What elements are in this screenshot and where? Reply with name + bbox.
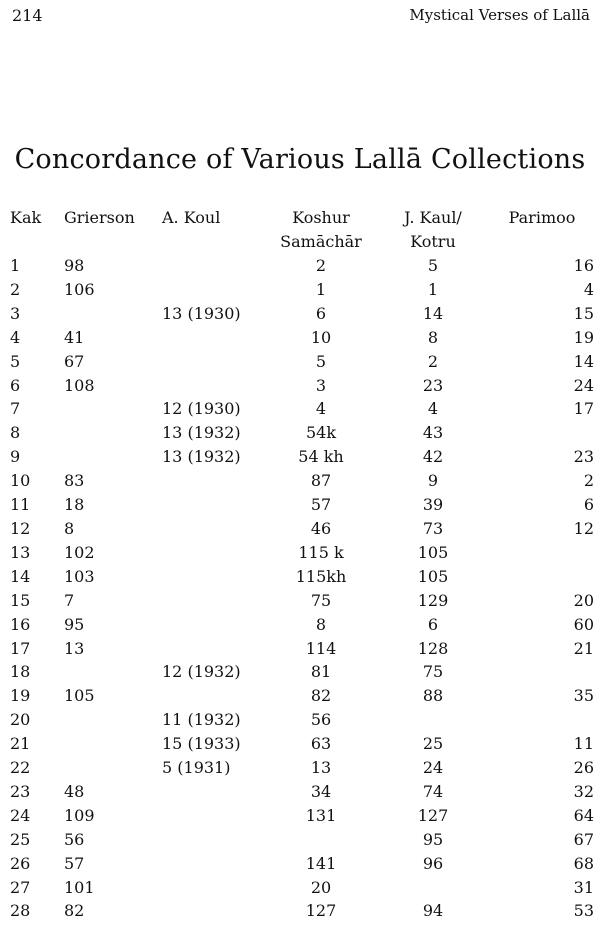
cell-grierson [64,397,162,421]
cell-koshur: 75 [310,590,332,610]
cell-parimoo [490,660,594,684]
cell-grierson: 67 [64,351,85,371]
cell-kak: 1 [10,256,21,275]
cell-jkaul [376,708,490,732]
cell-parimoo: 14 [573,351,594,371]
cell-grierson: 101 [64,877,95,897]
cell-kak: 27 [10,877,31,897]
cell-koshur: 6 [315,303,327,323]
table-row [10,684,594,708]
cell-grierson: 82 [64,901,85,921]
cell-parimoo: 21 [573,638,594,658]
cell-koshur: 2 [315,256,327,275]
cell-koshur: 141 [305,853,337,873]
cell-kak: 22 [10,758,31,778]
cell-parimoo [490,708,594,732]
cell-koshur: 13 [310,758,332,778]
cell-parimoo: 60 [573,614,594,634]
cell-koshur: 1 [315,279,327,299]
cell-koshur: 8 [315,614,327,634]
cell-jkaul: 8 [427,327,439,347]
cell-jkaul: 23 [422,375,444,395]
cell-koul: 13 (1932) [162,423,241,443]
cell-kak: 11 [10,495,31,515]
cell-kak: 20 [10,710,31,730]
cell-jkaul: 4 [427,399,439,419]
cell-jkaul: 88 [422,686,444,706]
cell-koshur: 3 [315,375,327,395]
header-koshur-line1: Koshur [292,208,350,227]
cell-jkaul: 105 [417,566,449,586]
cell-parimoo: 11 [573,734,594,754]
cell-jkaul: 25 [422,734,444,754]
cell-koul [162,684,266,708]
cell-jkaul: 9 [427,471,439,491]
cell-parimoo: 24 [573,375,594,395]
cell-grierson: 48 [64,781,85,801]
cell-kak: 23 [10,781,31,801]
cell-parimoo: 12 [573,518,594,538]
cell-parimoo: 68 [573,853,594,873]
header-grierson-label: Grierson [64,208,135,227]
cell-parimoo: 64 [573,805,594,825]
cell-grierson: 7 [64,590,75,610]
cell-parimoo: 19 [573,327,594,347]
cell-jkaul: 5 [427,256,439,275]
cell-koul: 13 (1930) [162,303,241,323]
header-row [10,206,594,254]
cell-jkaul: 73 [422,518,444,538]
cell-koshur: 114 [305,638,337,658]
cell-koul [162,852,266,876]
cell-kak: 19 [10,686,31,706]
cell-koshur: 10 [310,327,332,347]
table-row [10,732,594,756]
cell-koul [162,278,266,302]
cell-parimoo: 6 [583,495,594,515]
table-row [10,445,594,469]
header-grierson [64,206,162,254]
header-kak [10,206,64,254]
cell-grierson [64,421,162,445]
cell-jkaul: 43 [422,423,444,443]
cell-grierson: 103 [64,566,95,586]
cell-kak: 26 [10,853,31,873]
cell-koul: 15 (1933) [162,734,241,754]
concordance-table [10,206,594,923]
cell-jkaul: 129 [417,590,449,610]
table-row [10,637,594,661]
cell-parimoo: 53 [573,901,594,921]
cell-grierson: 57 [64,853,85,873]
cell-parimoo: 16 [573,256,594,275]
cell-kak: 21 [10,734,31,754]
cell-koul: 12 (1932) [162,662,241,682]
cell-grierson [64,756,162,780]
cell-koshur: 5 [315,351,327,371]
cell-grierson: 109 [64,805,95,825]
table-row [10,780,594,804]
cell-koul: 11 (1932) [162,710,241,730]
cell-jkaul: 127 [417,805,449,825]
cell-jkaul: 94 [422,901,444,921]
cell-grierson: 13 [64,638,85,658]
header-jkaul-line2: Kotru [410,232,456,251]
table-row [10,421,594,445]
cell-koul [162,828,266,852]
table-row [10,756,594,780]
cell-koshur: 20 [310,877,332,897]
cell-kak: 28 [10,901,31,921]
cell-koshur: 54k [305,423,337,443]
header-parimoo-label: Parimoo [508,208,576,227]
header-kak-label: Kak [10,208,42,227]
cell-koshur: 63 [310,734,332,754]
cell-grierson: 18 [64,495,85,515]
cell-koshur: 54 kh [298,447,344,467]
cell-kak: 9 [10,447,21,467]
table-row [10,302,594,326]
table-row [10,852,594,876]
cell-parimoo [490,421,594,445]
cell-grierson: 108 [64,375,95,395]
cell-kak: 7 [10,399,21,419]
cell-koshur [266,828,376,852]
cell-parimoo: 31 [573,877,594,897]
cell-koshur: 34 [310,781,332,801]
table-row [10,493,594,517]
cell-koul [162,469,266,493]
cell-kak: 14 [10,566,31,586]
cell-parimoo: 67 [573,829,594,849]
cell-jkaul: 105 [417,542,449,562]
cell-parimoo: 23 [573,447,594,467]
header-parimoo [490,206,594,254]
cell-kak: 13 [10,542,31,562]
cell-parimoo: 15 [573,303,594,323]
table-row [10,350,594,374]
cell-grierson [64,302,162,326]
cell-koul [162,493,266,517]
cell-jkaul [376,876,490,900]
table-row [10,469,594,493]
cell-koul [162,613,266,637]
cell-jkaul: 2 [427,351,439,371]
cell-koshur: 56 [310,710,332,730]
cell-parimoo [490,565,594,589]
header-koul-label: A. Koul [162,208,221,227]
cell-jkaul: 128 [417,638,449,658]
cell-kak: 12 [10,518,31,538]
cell-grierson: 41 [64,327,85,347]
cell-grierson: 98 [64,256,85,275]
cell-jkaul: 6 [427,614,439,634]
table-row [10,876,594,900]
cell-kak: 16 [10,614,31,634]
cell-koshur: 82 [310,686,332,706]
table-row [10,589,594,613]
cell-kak: 5 [10,351,21,371]
cell-koshur: 131 [305,805,337,825]
table-row [10,613,594,637]
table-row [10,565,594,589]
cell-jkaul: 39 [422,495,444,515]
cell-jkaul: 75 [422,662,444,682]
cell-jkaul: 96 [422,853,444,873]
cell-koshur: 46 [310,518,332,538]
cell-koul [162,780,266,804]
cell-koul: 13 (1932) [162,447,241,467]
cell-grierson [64,732,162,756]
cell-koul: 5 (1931) [162,758,231,778]
cell-kak: 3 [10,303,21,323]
cell-koul [162,589,266,613]
cell-grierson: 105 [64,686,95,706]
cell-grierson: 106 [64,279,95,299]
cell-koshur: 127 [305,901,337,921]
cell-jkaul: 24 [422,758,444,778]
cell-koul [162,326,266,350]
cell-kak: 4 [10,327,21,347]
table-header [10,206,594,254]
table-body [10,254,594,923]
cell-kak: 25 [10,829,31,849]
cell-koshur: 57 [310,495,332,515]
cell-koshur: 87 [310,471,332,491]
cell-koul [162,254,266,278]
cell-koul [162,350,266,374]
page-number: 214 [12,6,43,25]
cell-kak: 10 [10,471,31,491]
cell-koul [162,374,266,398]
header-koshur-line2: Samāchār [280,232,362,251]
cell-koul [162,517,266,541]
cell-koul [162,565,266,589]
header-koshur [266,206,376,254]
table-row [10,541,594,565]
cell-kak: 17 [10,638,31,658]
cell-koshur: 115kh [295,566,347,586]
page-title: Concordance of Various Lallā Collections [14,144,586,175]
cell-koul [162,804,266,828]
cell-koul: 12 (1930) [162,399,241,419]
cell-jkaul: 14 [422,303,444,323]
cell-grierson: 95 [64,614,85,634]
cell-koul [162,876,266,900]
cell-parimoo [490,541,594,565]
table-row [10,899,594,923]
header-jkaul [376,206,490,254]
table-row [10,517,594,541]
header-jkaul-line1: J. Kaul/ [404,208,462,227]
cell-koshur: 81 [310,662,332,682]
cell-grierson [64,445,162,469]
cell-grierson: 102 [64,542,95,562]
cell-kak: 6 [10,375,21,395]
table-row [10,660,594,684]
cell-kak: 18 [10,662,31,682]
cell-parimoo: 32 [573,781,594,801]
table-row [10,278,594,302]
table-row [10,828,594,852]
cell-parimoo: 20 [573,590,594,610]
cell-jkaul: 95 [422,829,444,849]
cell-jkaul: 74 [422,781,444,801]
table-row [10,374,594,398]
cell-grierson: 83 [64,471,85,491]
cell-parimoo: 26 [573,758,594,778]
cell-kak: 15 [10,590,31,610]
cell-koshur: 115 k [298,542,344,562]
cell-grierson [64,660,162,684]
cell-koshur: 4 [315,399,327,419]
cell-jkaul: 42 [422,447,444,467]
running-head: Mystical Verses of Lallā [409,6,590,24]
table-row [10,708,594,732]
cell-koul [162,541,266,565]
cell-grierson [64,708,162,732]
cell-koul [162,899,266,923]
cell-parimoo: 35 [573,686,594,706]
cell-parimoo: 2 [583,471,594,491]
cell-grierson: 56 [64,829,85,849]
cell-grierson: 8 [64,518,75,538]
cell-kak: 8 [10,423,21,443]
table-row [10,804,594,828]
table-row [10,397,594,421]
table-row [10,254,594,278]
table-row [10,326,594,350]
cell-kak: 24 [10,805,31,825]
cell-parimoo: 4 [583,279,594,299]
cell-kak: 2 [10,279,21,299]
header-koul [162,206,266,254]
cell-jkaul: 1 [427,279,439,299]
cell-parimoo: 17 [573,399,594,419]
cell-koul [162,637,266,661]
